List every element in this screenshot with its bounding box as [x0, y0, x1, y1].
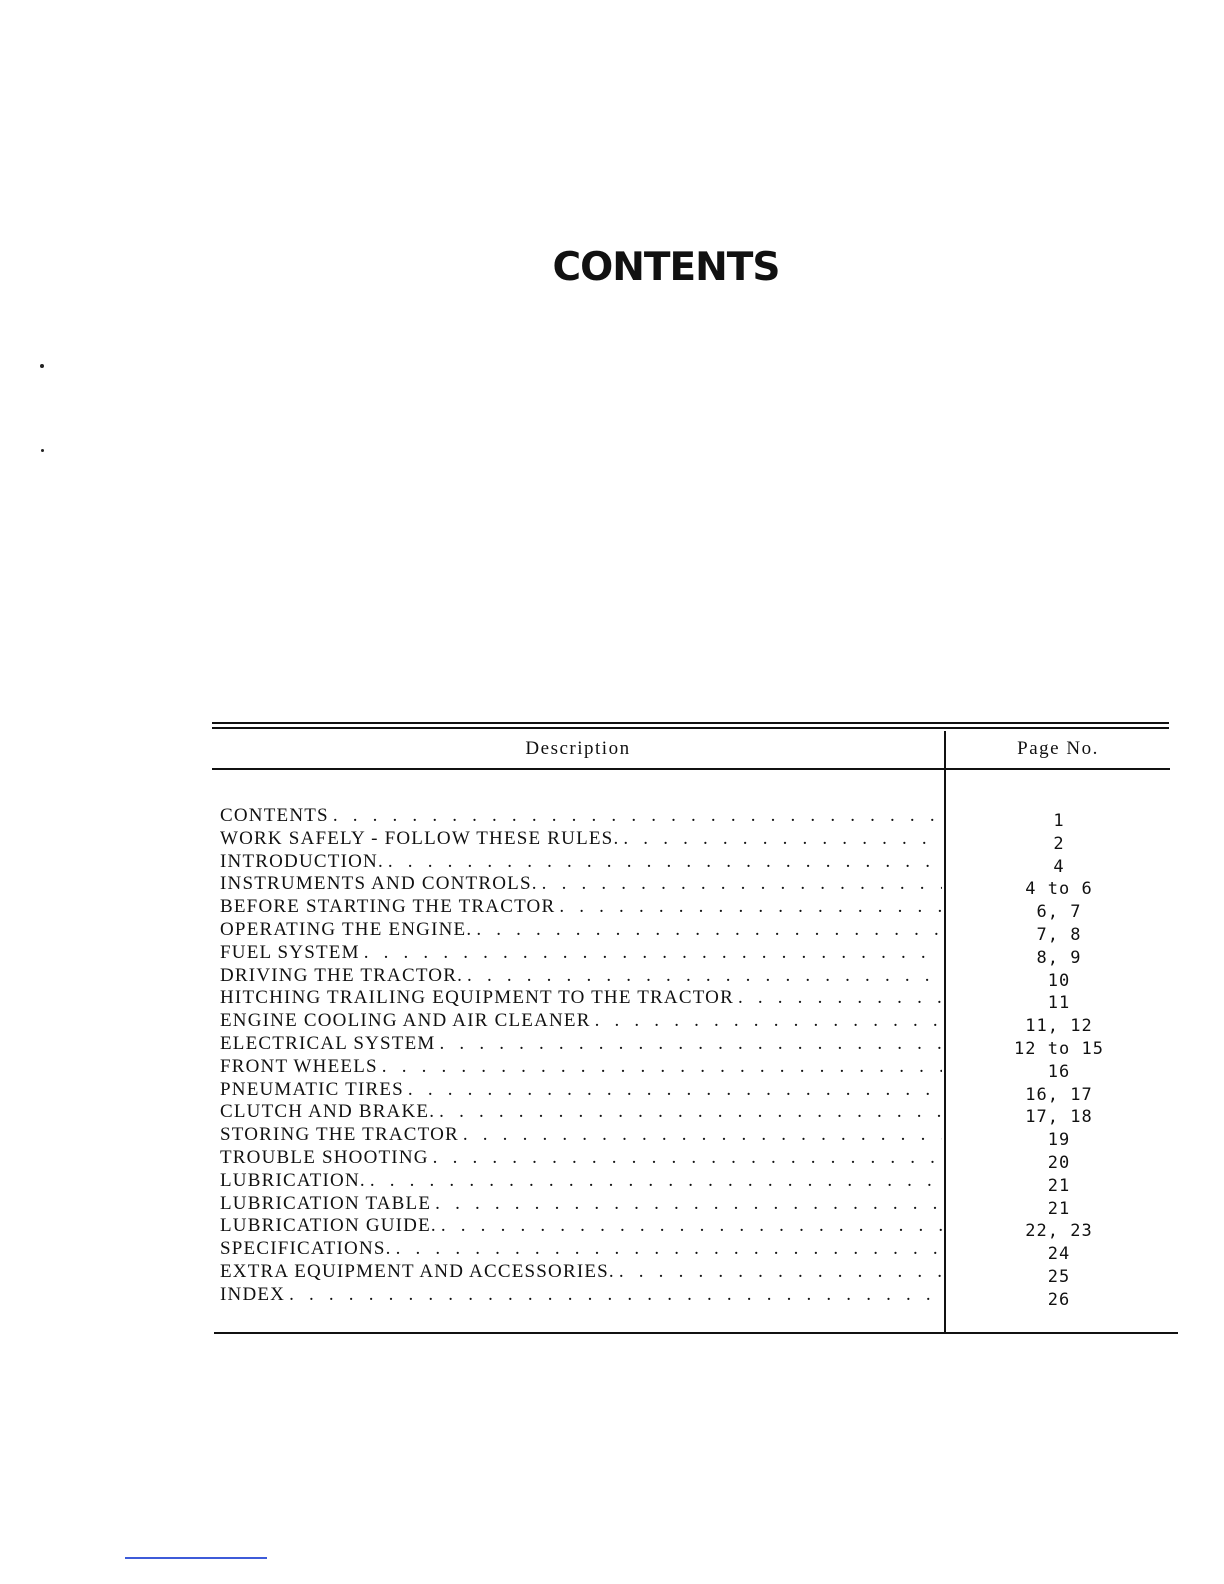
- toc-entry-description: OPERATING THE ENGINE.: [220, 918, 473, 940]
- toc-entry-description: LUBRICATION TABLE: [220, 1192, 432, 1214]
- dot-leader: [439, 1101, 942, 1124]
- toc-entry-description: FRONT WHEELS: [220, 1055, 378, 1077]
- toc-entry-page-number: 8, 9: [1036, 947, 1082, 968]
- toc-entry: [220, 1193, 942, 1216]
- dot-leader: [463, 1124, 942, 1147]
- toc-entry-page-number: 21: [1047, 1175, 1071, 1196]
- toc-entry: [220, 1170, 942, 1193]
- dot-leader: [623, 828, 942, 851]
- toc-entry: [220, 805, 942, 828]
- toc-entry-description: STORING THE TRACTOR: [220, 1124, 459, 1146]
- toc-entry-page-number: 4 to 6: [1025, 879, 1093, 900]
- dot-leader: [467, 965, 942, 988]
- dot-leader: [289, 1284, 942, 1307]
- toc-entry-page-number: 22, 23: [1025, 1221, 1093, 1242]
- toc-entry-page-number: 6, 7: [1036, 902, 1082, 923]
- footer-line: [125, 1557, 267, 1559]
- toc-entry-description: ENGINE COOLING AND AIR CLEANER: [220, 1010, 591, 1032]
- column-divider: [944, 731, 946, 1334]
- toc-entry-description: SPECIFICATIONS.: [220, 1238, 392, 1260]
- toc-entry-description: LUBRICATION GUIDE.: [220, 1215, 437, 1237]
- toc-entry-page-number: 17, 18: [1025, 1107, 1093, 1128]
- toc-entry-description: LUBRICATION.: [220, 1169, 366, 1191]
- toc-entry-description: INDEX: [220, 1283, 286, 1305]
- toc-entry-description: CLUTCH AND BRAKE.: [220, 1101, 436, 1123]
- toc-entry: [220, 896, 942, 919]
- toc-entry-description: EXTRA EQUIPMENT AND ACCESSORIES.: [220, 1260, 615, 1282]
- dot-leader: [382, 1056, 942, 1079]
- toc-entry: [220, 1124, 942, 1147]
- toc-entry-page-number: 10: [1047, 970, 1071, 991]
- toc-entry-description: TROUBLE SHOOTING: [220, 1146, 429, 1168]
- toc-entry-page-number: 16: [1047, 1061, 1071, 1082]
- toc-entry: [220, 828, 942, 851]
- toc-entry-description: DRIVING THE TRACTOR.: [220, 964, 464, 986]
- dot-leader: [619, 1261, 942, 1284]
- toc-entry: [220, 987, 942, 1010]
- dot-leader: [364, 942, 942, 965]
- toc-entry: [220, 1056, 942, 1079]
- toc-entry-page-number: 4: [1053, 856, 1065, 877]
- dot-leader: [441, 1215, 942, 1238]
- contents-list: [220, 805, 942, 1307]
- toc-entry-page-number: 16, 17: [1025, 1084, 1093, 1105]
- toc-entry-page-number: 25: [1047, 1266, 1071, 1287]
- dot-leader: [738, 987, 942, 1010]
- dot-leader: [476, 919, 942, 942]
- toc-entry-page-number: 2: [1053, 833, 1065, 854]
- toc-entry: [220, 1147, 942, 1170]
- toc-entry: [220, 1261, 942, 1284]
- scan-speck: [40, 364, 44, 368]
- toc-entry: [220, 942, 942, 965]
- toc-entry: [220, 1238, 942, 1261]
- toc-entry-page-number: 20: [1047, 1152, 1071, 1173]
- toc-entry-description: INTRODUCTION.: [220, 850, 384, 872]
- toc-entry: [220, 965, 942, 988]
- toc-entry: [220, 851, 942, 874]
- page-number-list: [948, 810, 1170, 1312]
- page-number-header: Page No.: [1017, 738, 1099, 759]
- toc-entry-page-number: 1: [1053, 811, 1065, 831]
- toc-entry: [220, 1010, 942, 1033]
- toc-entry-description: PNEUMATIC TIRES: [220, 1078, 404, 1100]
- dot-leader: [408, 1079, 942, 1102]
- toc-entry-description: BEFORE STARTING THE TRACTOR: [220, 896, 556, 918]
- scan-speck: [41, 449, 44, 452]
- top-rule-inner: [212, 727, 1169, 729]
- header-rule: [212, 768, 1170, 770]
- toc-entry-description: INSTRUMENTS AND CONTROLS.: [220, 873, 538, 895]
- toc-entry-page-number: 24: [1047, 1244, 1071, 1265]
- bottom-rule: [214, 1332, 1178, 1334]
- toc-entry-description: ELECTRICAL SYSTEM: [220, 1032, 436, 1054]
- toc-entry: [220, 919, 942, 942]
- dot-leader: [388, 851, 942, 874]
- dot-leader: [435, 1193, 942, 1216]
- dot-leader: [333, 805, 942, 828]
- dot-leader: [595, 1010, 942, 1033]
- dot-leader: [433, 1147, 942, 1170]
- description-header: Description: [525, 738, 631, 759]
- toc-entry: [220, 1215, 942, 1238]
- toc-entry-description: CONTENTS: [220, 805, 329, 826]
- toc-entry-page-number: 26: [1047, 1289, 1071, 1310]
- toc-entry-page-number: 7, 8: [1036, 924, 1082, 945]
- toc-entry: [220, 1079, 942, 1102]
- toc-entry-page-number: 19: [1047, 1130, 1071, 1151]
- toc-entry: [220, 873, 942, 896]
- toc-entry: [220, 1033, 942, 1056]
- dot-leader: [396, 1238, 942, 1261]
- dot-leader: [370, 1170, 942, 1193]
- toc-entry: [220, 1284, 942, 1307]
- dot-leader: [440, 1033, 942, 1056]
- toc-entry-page-number: 11, 12: [1025, 1016, 1093, 1037]
- top-rule-outer: [212, 722, 1169, 724]
- toc-entry-page-number: 12 to 15: [1014, 1038, 1104, 1059]
- toc-entry-description: WORK SAFELY - FOLLOW THESE RULES.: [220, 827, 620, 849]
- dot-leader: [542, 873, 942, 896]
- toc-entry-page-number: 11: [1047, 993, 1071, 1014]
- page-title: CONTENTS: [552, 245, 780, 291]
- toc-entry-description: HITCHING TRAILING EQUIPMENT TO THE TRACTOR: [220, 987, 734, 1009]
- dot-leader: [559, 896, 942, 919]
- toc-entry-page-number: 21: [1047, 1198, 1071, 1219]
- toc-entry: [220, 1101, 942, 1124]
- toc-entry-description: FUEL SYSTEM: [220, 941, 360, 963]
